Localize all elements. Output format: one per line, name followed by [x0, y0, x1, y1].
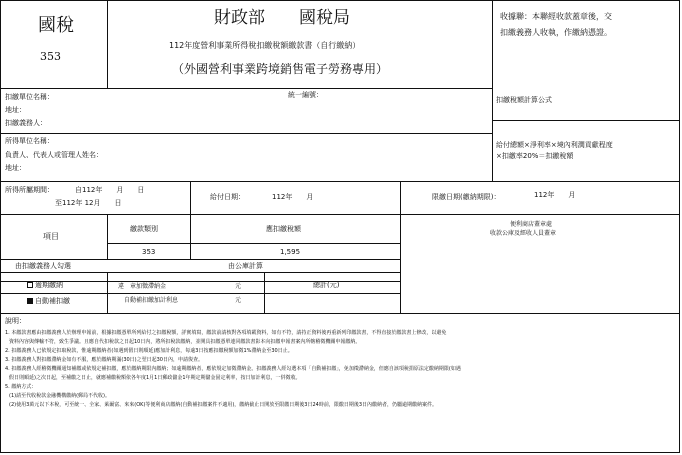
table-stamp-divider [400, 281, 401, 313]
formula-line1: 給付總額×淨利率×境內利潤貢獻程度 [496, 141, 613, 149]
overdue-checkbox[interactable] [27, 282, 33, 288]
note-item-5-2: (2)使用3萬元以下本稅，可至統一、全家、萊爾富、來來(OK)等便利商店繳納(自動補扣繳案件不適用)，繳納截止日開放至限繳日期後3日24時前，限繳日期後3日內繳納者，仍屬逾期繳納案件。 [9, 402, 438, 408]
table-header-line [107, 243, 400, 244]
formula-line2: ×扣繳率20%＝扣繳稅額 [496, 152, 574, 160]
overdue-label: 逾期繳納 [35, 281, 63, 289]
unit-name-label: 扣繳單位名稱： [5, 93, 54, 101]
table-row-line-2 [0, 272, 400, 273]
auto-withhold-option[interactable] [27, 298, 70, 305]
income-earner-top-line [0, 133, 492, 134]
withholder-person-label: 扣繳義務人： [5, 119, 47, 127]
auto-interest-value: 元 [235, 297, 242, 304]
border-bottom [0, 452, 680, 453]
tax-type: 國稅 [38, 15, 74, 36]
note-item-5: 5. 繳納方式： [5, 384, 37, 390]
period-label: 所得所屬期間： [5, 186, 54, 194]
note-item-3: 3. 扣繳義務人對扣繳滯納金如有不服，應於繳納期滿(30日)之翌日起30日內，申請復查。 [5, 357, 203, 363]
period-divider-1 [190, 181, 191, 214]
receipt-note-line1: 收據聯：本聯經收款蓋章後，交 [500, 12, 612, 21]
period-to: 至112年 12月 日 [55, 199, 122, 207]
table-right-col-divider [264, 272, 265, 313]
table-top-line [0, 214, 680, 215]
formula-divider [492, 120, 680, 121]
border-right [679, 0, 680, 453]
note-item-1: 1. 本繳款書應由扣繳義務人於辦理申報前，根據扣繳憑單所列給付之扣繳稅額，詳實填寫，繳款前請核對各項填載資料，如有不符，請持正資料後再重新列印繳款書，不得直接於繳款書上修改，以避免 [5, 330, 447, 336]
overdue-option[interactable] [27, 282, 63, 289]
header-bottom-line [0, 88, 492, 89]
header-divider-left [107, 0, 108, 88]
auto-withhold-label: 自動補扣繳 [35, 297, 70, 305]
amount-value: 1,595 [280, 248, 301, 256]
unified-no-label: 統一編號： [288, 91, 323, 99]
deadline-value: 112年 月 [534, 191, 576, 199]
period-top-line [0, 181, 680, 182]
note-item-5-1: (1)請至代收稅款金融機構繳納(郵局不代收)。 [9, 393, 110, 399]
table-row-line-4 [0, 293, 400, 294]
auto-interest-calc-label: 自動補扣繳加計利息 [124, 297, 179, 304]
notes-top-line [0, 313, 680, 314]
payment-date-value: 112年 月 [272, 193, 314, 201]
border-top [0, 0, 680, 1]
header-divider-right [492, 0, 493, 181]
self-calc-value: 由公庫計算 [228, 262, 263, 270]
category-header: 繳款類別 [130, 225, 158, 233]
period-from: 自112年 月 日 [75, 186, 145, 194]
table-item-divider [107, 214, 108, 259]
income-name-label: 所得單位名稱： [5, 137, 54, 145]
deadline-label: 限繳日期(繳納期限)： [432, 193, 501, 201]
stamp-line2: 收款公庫及經收人員蓋章 [490, 230, 557, 237]
period-divider-2 [400, 181, 401, 281]
income-rep-label: 負責人、代表人或管理人姓名： [5, 151, 103, 159]
note-item-2: 2. 扣繳義務人已依規定扣取稅款，惟逾期繳納者(如遇到假日則順延)應加計利息，每逾3日按應扣繳稅額加徵1%滯納金至30日止。 [5, 348, 293, 354]
note-item-1-cont: 資料內容與傳輸不符，致生爭議。且應自代扣稅款之日起10日內，將所扣稅款繳納，並開具扣繳憑單連同繳款書影本向扣繳申報書案內所轄稽徵機關申報繳納。 [9, 339, 361, 345]
border-left [0, 0, 1, 453]
receipt-note-line2: 扣繳義務人收執，作繳納憑證。 [500, 28, 612, 37]
formula-label: 扣繳稅額計算公式 [496, 96, 552, 104]
form-special-title: （外國營利事業跨境銷售電子勞務專用） [172, 62, 389, 76]
amount-header: 應扣繳稅額 [266, 225, 301, 233]
notes-header: 說明： [5, 317, 26, 325]
tax-code: 353 [40, 50, 61, 63]
late-fee-label: 違 章加徵滯納金 [118, 283, 167, 290]
self-calc-label: 由扣繳義務人勾選 [15, 262, 71, 270]
category-value: 353 [142, 248, 156, 256]
total-label: 總計(元) [313, 281, 340, 289]
item-header: 項目 [43, 232, 59, 241]
payment-date-label: 給付日期： [210, 193, 245, 201]
withholder-address-label: 地址： [5, 106, 26, 114]
table-row-line-1 [0, 259, 400, 260]
stamp-line1: 便利商店蓋章處 [510, 221, 553, 228]
note-item-4-cont: 假日則順延)之次日起，至補繳之日止，就應補繳稅額依各年度1月1日郵政儲金1年期定期儲金固定利率，按日加計利息，一併徵收。 [9, 375, 301, 381]
table-category-divider [190, 214, 191, 259]
table-left-col-divider [107, 272, 108, 313]
note-item-4: 4. 扣繳義務人經稽徵機關通知補繳或依規定補扣繳，應於繳納期限內繳納；如逾期繳納者，應依規定加徵滯納金。扣繳義務人經勾選本項「自動補扣繳」，免加徵滯納金，但應自該項稅捐原法定繳納期限(如遇 [5, 366, 461, 372]
form-subtitle: 112年度營利事業所得稅扣繳稅額繳款書（自行繳納） [169, 41, 361, 50]
late-fee-value: 元 [235, 283, 242, 290]
agency-title: 財政部 國稅局 [214, 8, 350, 28]
auto-withhold-checkbox[interactable] [27, 298, 33, 304]
income-address-label: 地址： [5, 164, 26, 172]
